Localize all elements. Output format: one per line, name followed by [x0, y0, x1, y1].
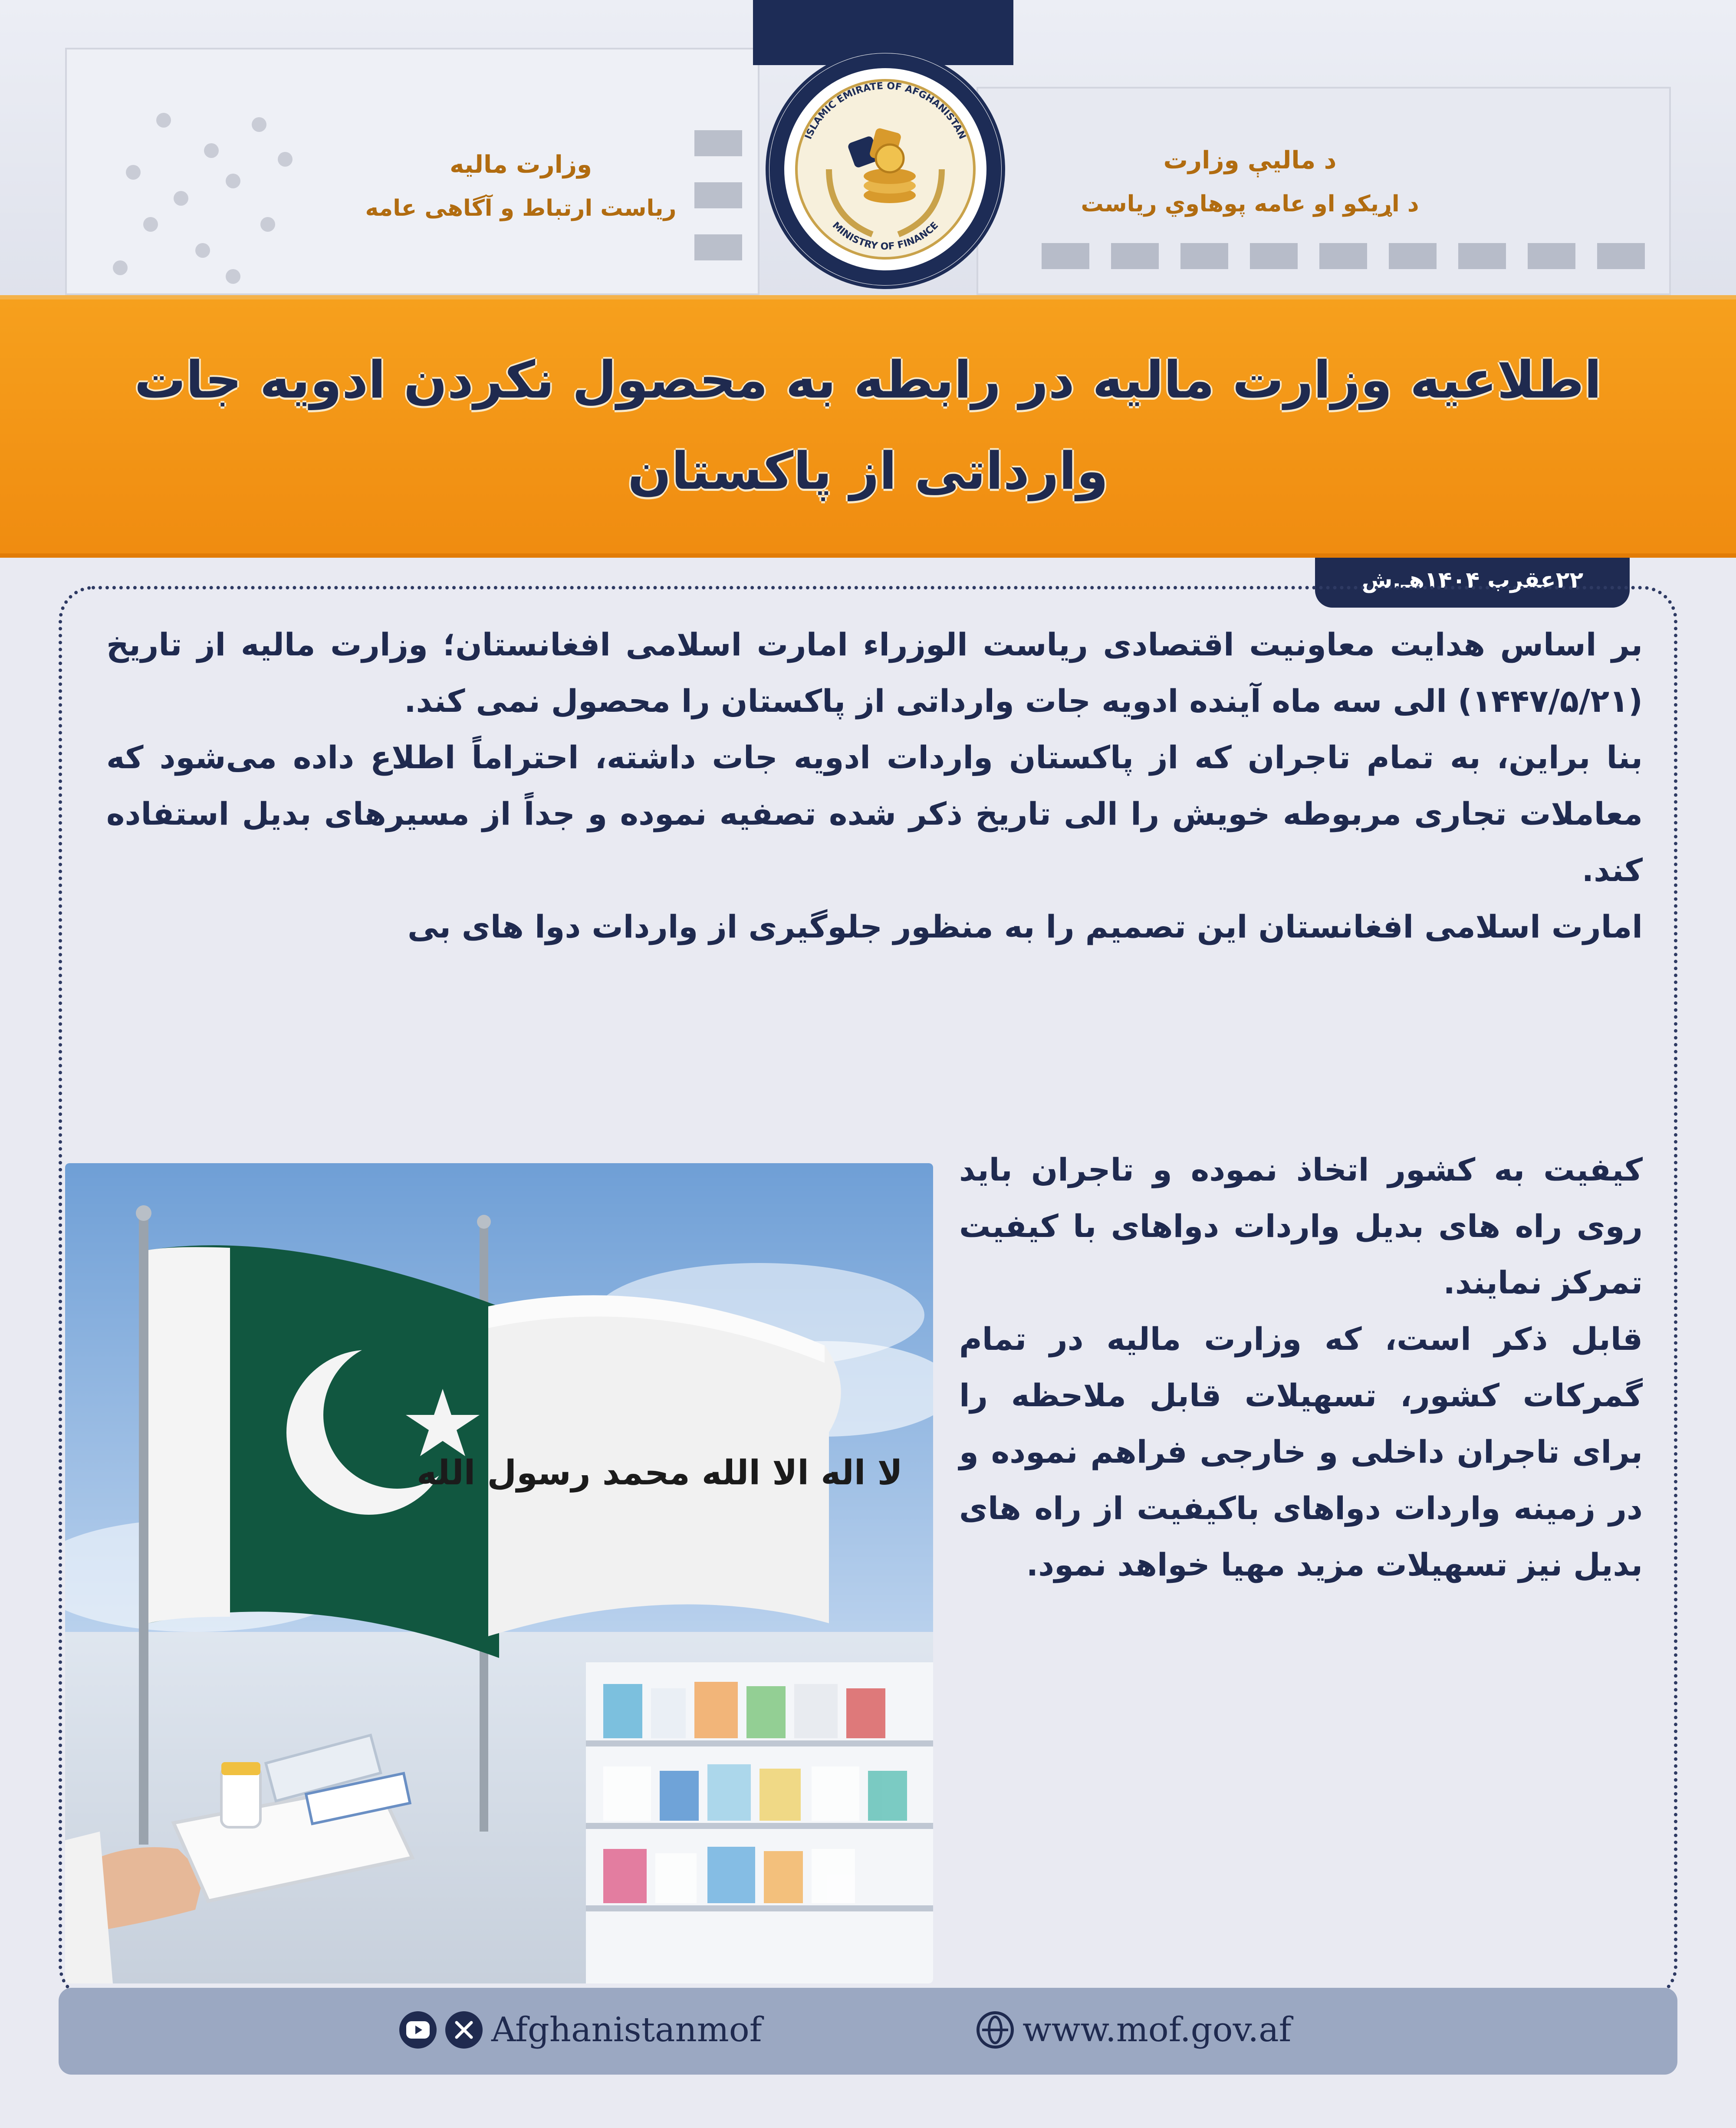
ministry-name-pashto: د ماليې وزارت — [1163, 146, 1337, 174]
page-title — [52, 334, 1684, 516]
social-handle-text[interactable]: Afghanistanmof — [491, 2010, 762, 2049]
logo-top-text: ISLAMIC EMIRATE OF AFGHANISTAN — [803, 80, 968, 141]
flags-pharmacy-photo — [65, 1163, 933, 1983]
website-link[interactable] — [976, 2006, 1292, 2054]
body-text-top — [106, 616, 1643, 955]
youtube-icon[interactable] — [399, 2011, 437, 2049]
social-handle[interactable] — [399, 2006, 762, 2054]
ministry-of-finance-seal-icon — [764, 48, 1007, 291]
dept-label-pashto — [1033, 139, 1467, 226]
directorate-name-dari: ریاست ارتباط و آگاهی عامه — [365, 195, 677, 221]
footer-bar — [59, 1988, 1677, 2075]
directorate-name-pashto: د اړیکو او عامه پوهاوي رياست — [1081, 191, 1419, 217]
title-line-1: اطلاعیه وزارت مالیه در رابطه به محصول نکردن ادویه جات — [134, 350, 1602, 410]
title-band — [0, 295, 1736, 558]
paragraph-4: قابل ذکر است، که وزارت مالیه در تمام گمرکات کشور، تسهیلات قابل ملاحظه را برای تاجران داخلی و خارجی فراهم نموده و در زمینه واردات دواهای باکیفیت از راه های بدیل نیز تسهیلات مزید مهیا خواهد نمود. — [959, 1321, 1643, 1583]
flag-shahada-text: لا اله الا الله محمد رسول الله — [417, 1454, 903, 1493]
website-url[interactable]: www.mof.gov.af — [1023, 2010, 1292, 2049]
globe-icon — [976, 2011, 1014, 2049]
paragraph-1: بر اساس هدایت معاونیت اقتصادی ریاست الوزراء امارت اسلامی افغانستان؛ وزارت مالیه از تاریخ (۱۴۴۷/۵/۲۱) الی سه ماه آینده ادویه جات وارداتی از پاکستان را محصول نمی کند. — [106, 626, 1643, 719]
body-text-side — [959, 1141, 1643, 1593]
paragraph-2: بنا براین، به تمام تاجران که از پاکستان واردات ادویه جات داشته، احتراماً اطلاع داده می‌شود که معاملات تجاری مربوطه خویش را الی تاریخ ذکر شده تصفیه نموده و جداً از مسیرهای بدیل استفاده کند. — [106, 739, 1643, 888]
paragraph-3-start: امارت اسلامی افغانستان این تصمیم را به منظور جلوگیری از واردات دوا های بی — [407, 908, 1643, 945]
paragraph-3-rest: کیفیت به کشور اتخاذ نموده و تاجران باید روی راه های بدیل واردات دواهای با کیفیت تمرکز نمایند. — [959, 1151, 1643, 1301]
logo-bottom-text: MINISTRY OF FINANCE — [830, 220, 941, 253]
date-badge: ۲۲عقرب ۱۴۰۴هـ.ش — [1315, 558, 1630, 608]
ministry-name-dari: وزارت مالیه — [450, 151, 592, 179]
dept-label-dari — [304, 143, 738, 230]
x-icon[interactable] — [445, 2011, 483, 2049]
title-line-2: وارداتی از پاکستان — [628, 441, 1108, 501]
